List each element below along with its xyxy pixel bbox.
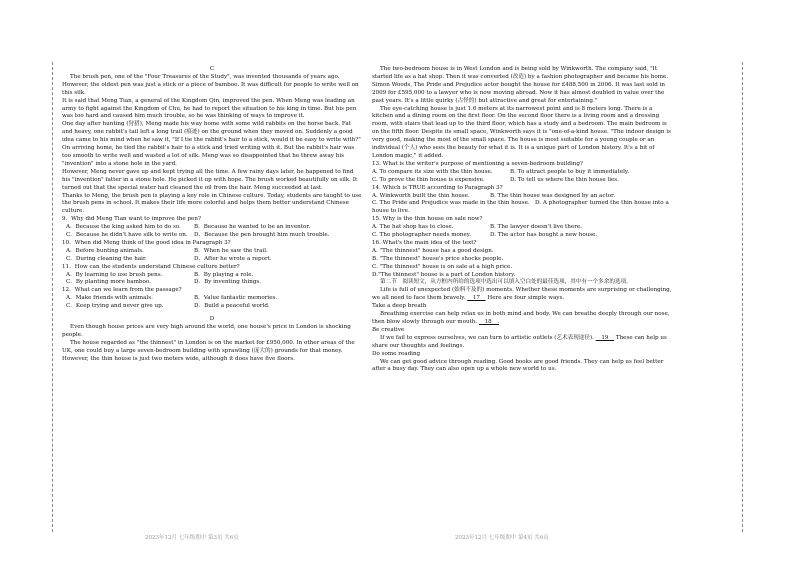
question-11: 11．How can the students understand Chinese culture better?	[62, 263, 240, 270]
creative-tail: These can help us share our thoughts and feelings.	[372, 334, 667, 349]
option: A．By learning to use brush pens.	[66, 271, 163, 278]
option: D．By inventing things.	[194, 279, 262, 286]
c-paragraph: The brush pen, one of the "Four Treasures of the Study", was invented thousands of years ago. However, the oldest pen was just a stick or a piece of bamboo. It was difficult for people to write well on this silk.	[62, 73, 359, 96]
option: C. The photographer needs money.	[372, 232, 471, 239]
option: B．Because he wanted to be an inventor.	[194, 224, 311, 231]
option: B．When he saw the trail.	[194, 247, 268, 254]
option: B．Value fantastic memories.	[194, 295, 278, 302]
blank-17[interactable]: __17__	[467, 295, 486, 302]
question-14-options	[372, 193, 672, 201]
section-d-heading: D	[209, 316, 215, 323]
right-binding-line	[742, 62, 743, 532]
d-paragraph: The house regarded as "the thinnest" in London is on the market for £950,000. In other areas of the UK, one could buy a large seven-bedroom building with sprawling (庞大的) grounds for that money. However, the thin house is just two meters wide, although it does have five floors.	[62, 339, 355, 362]
question-12: 12．What can we learn from the passage?	[62, 287, 182, 294]
option	[372, 200, 672, 216]
section-c-heading: C	[209, 66, 215, 72]
question-9: 9．Why did Meng Tian want to improve the pen?	[62, 216, 201, 223]
option: A. Winkworth built the thin house.	[372, 192, 470, 199]
option: D．Because the pen brought him much trouble.	[194, 232, 330, 239]
option: A. To compare its size with the thin house.	[372, 168, 493, 175]
intro-text: Life is full of unexpected (始料不及的) moments. Whether these moments are surprising or challenging, we all need to face them bravely.	[372, 287, 672, 302]
question-13-options	[372, 169, 672, 177]
blank-19[interactable]: __19__	[595, 334, 615, 341]
c-paragraph: Thanks to Meng, the brush pen is playing a key role in Chinese culture. Today, students are taught to use the brush pens in school. It makes their life more colorful and helps them better understand Chinese culture.	[62, 192, 362, 215]
question-13-options-row2	[372, 177, 672, 185]
question-11-options	[62, 272, 362, 280]
c-paragraph: One day after hunting (狩猎), Meng made his way home with some wild rabbits on the horse back. Fat and heavy, one rabbit's tail left a long trail (痕迹) on the ground when they moved on. Suddenly a good idea came to his mind when he saw it, "If I tie the rabbit's hair to a stick, would it be easy to write with?"	[62, 121, 361, 144]
option: D."The thinnest" house is a part of London history.	[372, 271, 516, 278]
option: A．Because the king asked him to do so.	[66, 224, 181, 231]
option: C. To prove the thin house is expensive.	[372, 176, 485, 183]
c-paragraph: It is said that Meng Tian, a general of the Kingdom Qin, improved the pen. When Meng was leading an army to fight against the Kingdom of Chu, he had to report the situation to his king in time. But his pen was too hard and caused him much trouble, so he was thinking of ways to improve it.	[62, 97, 357, 120]
option: C. "The thinnest" house is on sale at a high price.	[372, 263, 513, 270]
breath-text: Breathing exercise can help relax us in both mind and body. We can breathe deeply through our nose, then blow slowly through our mouth.	[372, 311, 670, 325]
option: D. A photographer turned the thin house into a house to live.	[372, 200, 669, 215]
option: D．Build a peaceful world.	[194, 303, 270, 310]
d-paragraph: The two-bedroom house is in West London and is being sold by Winkworth. The company said, "It started life as a hat shop. Then it was converted (改造) by a fashion photographer and became his home. Simon Woods, The Pride and Prejudice actor bought the house for £488,500 in 2006. It was last sold in 2009 for £595,000 to a lawyer who is now moving abroad. Now it has almost doubled in value over the past years. It's a little quirky (古怪的) but attractive and great for entertaining."	[372, 66, 669, 104]
option: B．By playing a role.	[194, 271, 254, 278]
question-9-options-row2	[62, 232, 362, 240]
part2-instructions: 第二节 阅读短文，从方框内所给的选项中选出可以填入空白处的最佳选项，其中有一个多余的选项。	[380, 279, 632, 286]
question-12-options-row2	[62, 303, 362, 311]
question-12-options	[62, 295, 362, 303]
option: C．By planting more bamboo.	[66, 279, 151, 286]
option: D. To tell us where the thin house lies.	[510, 176, 619, 183]
question-9-options	[62, 224, 362, 232]
page-footer-left: 2023年12月 七年级期中 第3页 共6页	[145, 535, 239, 541]
option: D. The actor has bought a new house.	[490, 232, 598, 239]
question-10-options	[62, 248, 362, 256]
creative-paragraph	[372, 335, 672, 351]
option: A. The hat shop has to close.	[372, 224, 454, 231]
question-13: 13. What is the writer's purpose of mentioning a seven-bedroom building?	[372, 160, 583, 167]
option: A．Make friends with animals.	[66, 295, 153, 302]
option: B. The thin house was designed by an actor.	[490, 192, 615, 199]
part2-intro	[372, 287, 672, 303]
left-binding-line	[52, 62, 53, 532]
breath-paragraph	[372, 311, 672, 327]
option: B. The lawyer doesn't live there.	[490, 224, 582, 231]
subheading-reading: Do some reading	[372, 350, 421, 357]
intro-tail: Here are four simple ways.	[487, 295, 565, 302]
option: C. The Pride and Prejudice was made in the thin house.	[372, 200, 530, 207]
c-paragraph: However, Meng never gave up and kept trying all the time. A few rainy days later, he happened to find his "invention" fatter in a stone hole. He picked it up with hope. The brush worked beautifully on silk. It turned out that the special water had cleaned the oil from the hair. Meng succeeded at last.	[62, 168, 358, 191]
question-16: 16. What's the main idea of the text?	[372, 239, 477, 246]
option: A．Before hunting animals.	[66, 247, 144, 254]
option: D．After he wrote a report.	[194, 255, 272, 262]
question-15: 15. Why is the thin house on sale now?	[372, 216, 483, 223]
d-paragraph: The eye-catching house is just 1.6 meters at its narrowest point and is 8 meters long. There is a kitchen and a dining room on the first floor. On the second floor there is a living room and a dressing room, with stairs that lead up to the third floor, which has a study and a bedroom. The main bedroom is on the fifth floor. Despite its small space, Winkworth says it is "one-of-a-kind house. "The indoor design is very good, making the most of the small space. The house is most suitable for a young couple or an individual (个人) who sees the beauty for what it is. It is a unique part of London history. It's a bit of London magic," it added.	[372, 105, 671, 159]
option: C．Keep trying and never give up.	[66, 303, 164, 310]
left-column	[62, 66, 362, 364]
question-10: 10．When did Meng think of the good idea in Paragraph 3?	[62, 239, 231, 246]
subheading-creative: Be creative	[372, 326, 405, 333]
option: C．Because he didn't have silk to write on.	[66, 232, 188, 239]
creative-text: If we fail to express ourselves, we can turn to artistic outlets (艺术表现途径).	[380, 334, 594, 341]
question-11-options-row2	[62, 279, 362, 287]
option: C．During cleaning the hair.	[66, 255, 147, 262]
d-paragraph: Even though house prices are very high around the world, one house's price in London is shocking people.	[62, 324, 351, 338]
option: B. "The thinnest" house's price shocks people.	[372, 255, 504, 262]
c-paragraph: On arriving home, he tied the rabbit's hair to a stick and tried writing with it. But the rabbit's hair was too smooth to write well and wasted a lot of silk. Meng was so disappointed that he threw away his "invention" into a stone hole in the yard.	[62, 145, 355, 167]
question-15-options-row2	[372, 232, 672, 240]
subheading-breath: Take a deep breath	[372, 303, 427, 310]
page-footer-right: 2023年12月 七年级期中 第4页 共6页	[455, 535, 549, 541]
option: A. "The thinnest" house has a good design.	[372, 247, 494, 254]
blank-18[interactable]: __18__.	[478, 319, 500, 325]
option: B. To attract people to buy it immediately.	[510, 168, 630, 175]
question-14: 14. Which is TRUE according to Paragraph 3?	[372, 184, 503, 191]
right-column	[372, 66, 672, 374]
reading-paragraph: We can get good advice through reading. Good books are good friends. They can help us feel better after a busy day. They can also open up a whole new world to us.	[372, 358, 664, 373]
question-10-options-row2	[62, 256, 362, 264]
question-15-options	[372, 224, 672, 232]
